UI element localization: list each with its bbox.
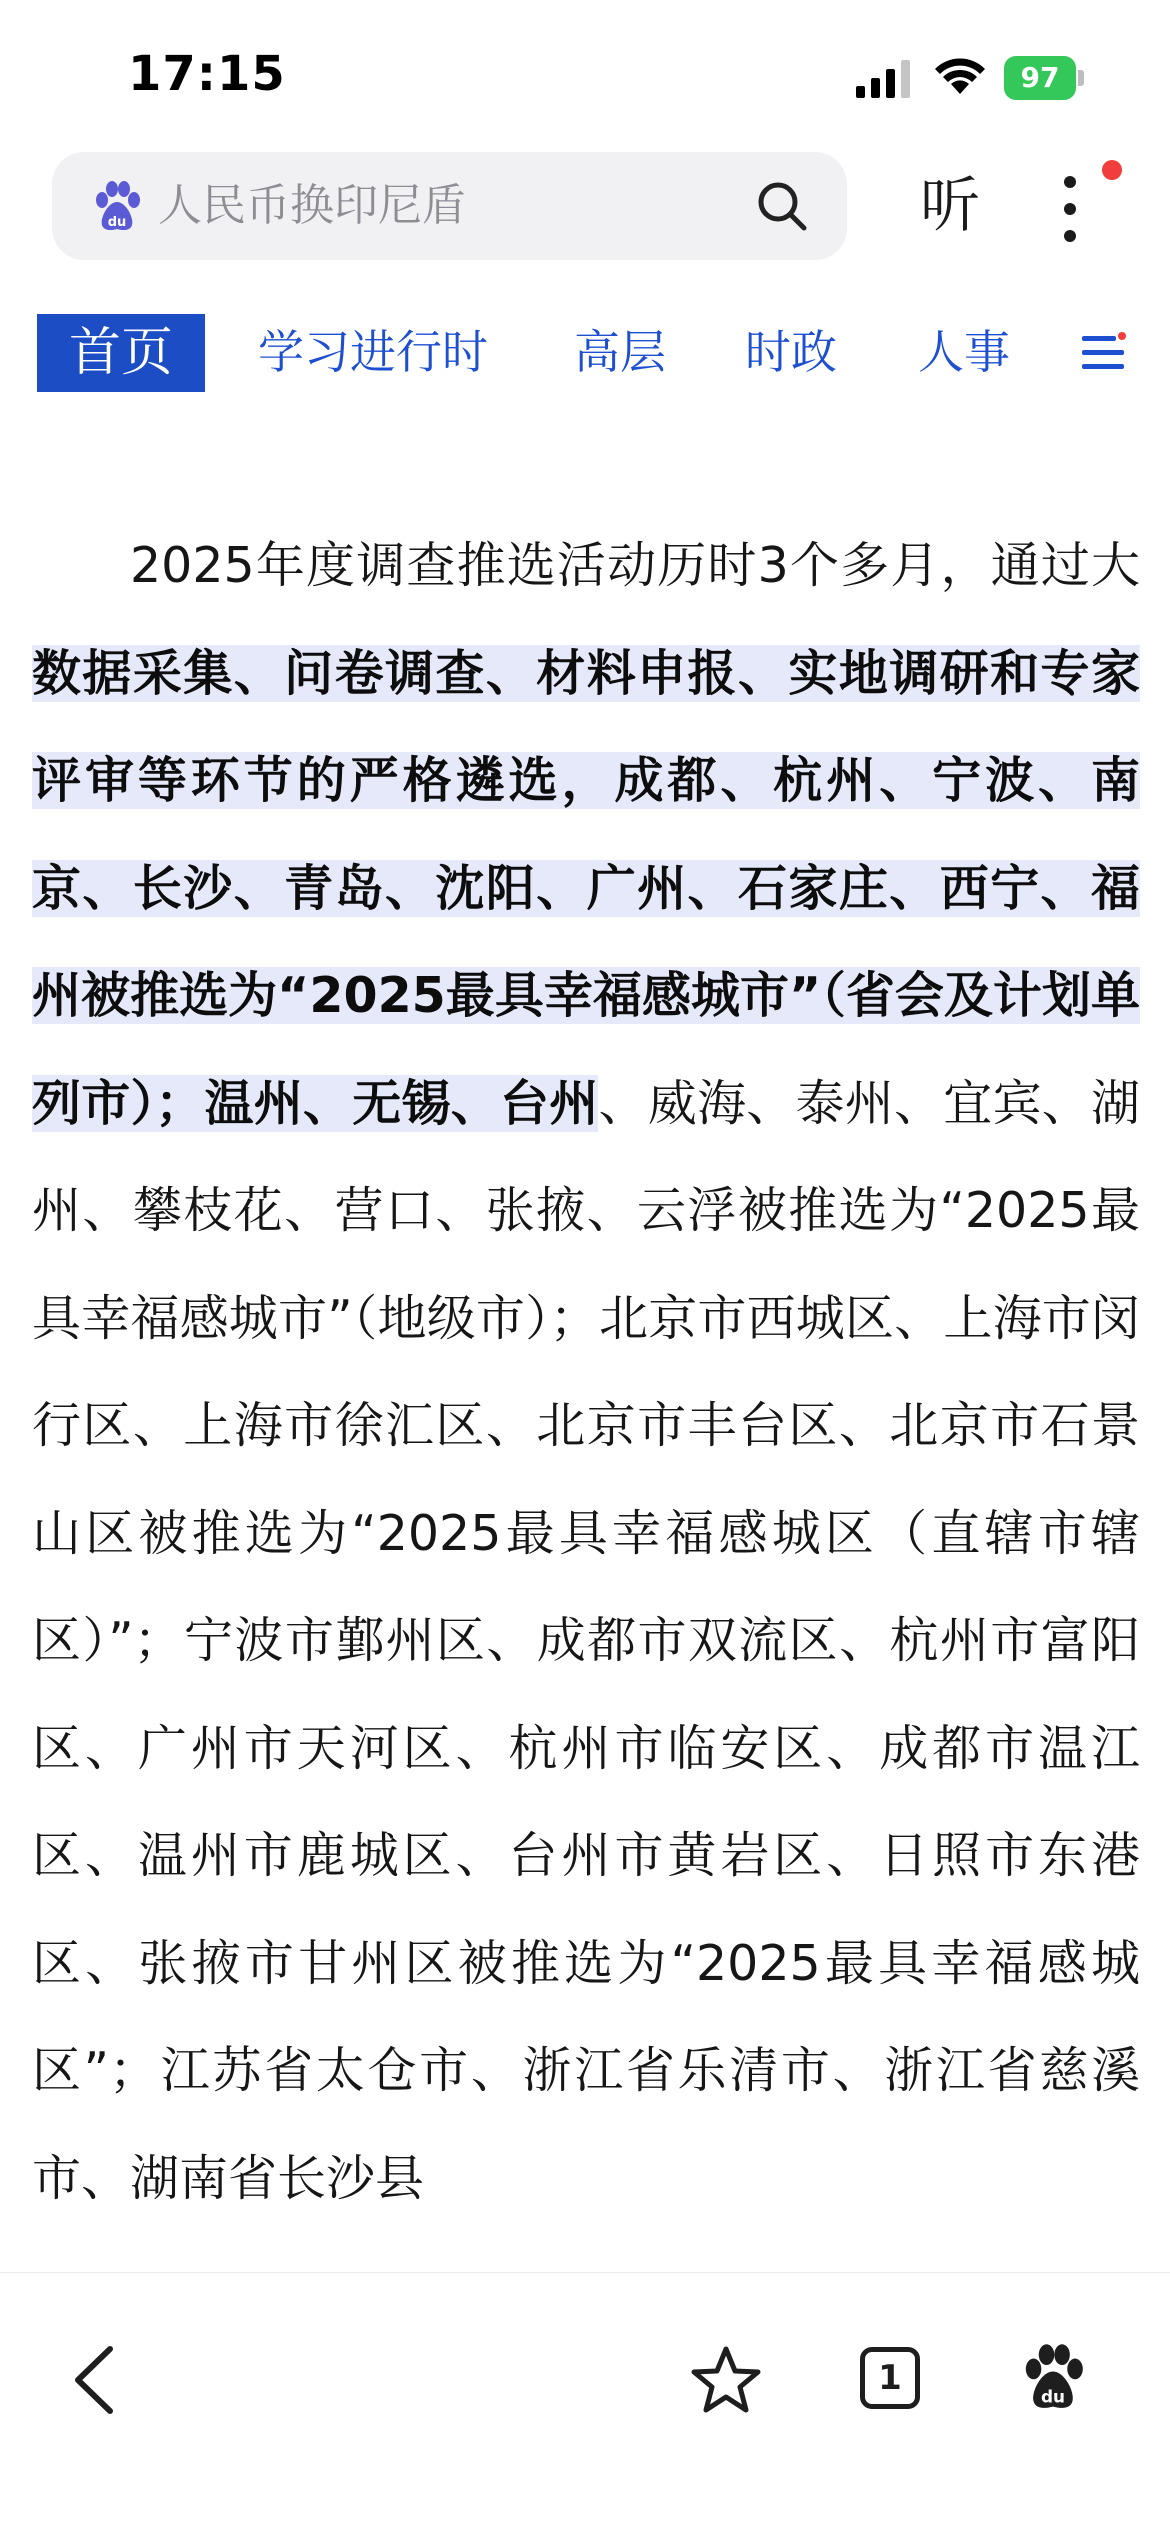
search-icon[interactable] xyxy=(756,180,808,232)
listen-button[interactable]: 听 xyxy=(920,171,980,241)
highlighted-text[interactable]: 数据采集、问卷调查、材料申报、实地调研和专家评审等环节的严格遴选，成都、杭州、宁波、南京、长沙、青岛、沈阳、广州、石家庄、西宁、福州被推选为“2025最具幸福感城市”（省会及计划单列市）；温州、无锡、台州 xyxy=(32,644,1140,1132)
cellular-signal-icon xyxy=(856,60,912,98)
tab-count-button[interactable]: 1 xyxy=(860,2347,920,2409)
battery-icon xyxy=(1004,56,1084,100)
back-arrow-icon[interactable] xyxy=(70,2343,120,2417)
svg-text:du: du xyxy=(107,215,127,230)
article-rest-text: 、威海、泰州、宜宾、湖州、攀枝花、营口、张掖、云浮被推选为“2025最具幸福感城市”（地级市）；北京市西城区、上海市闵行区、上海市徐汇区、北京市丰台区、北京市石景山区被推选为“2025最具幸福感城区（直辖市辖区）”；宁波市鄞州区、成都市双流区、杭州市富阳区、广州市天河区、杭州市临安区、成都市温江区、温州市鹿城区、台州市黄岩区、日照市东港区、张掖市甘州区被推选为“2025最具幸福感城区”；江苏省太仓市、浙江省乐清市、浙江省慈溪市、湖南省长沙县 xyxy=(32,1074,1140,2207)
tab-leadership[interactable]: 高层 xyxy=(574,325,666,379)
more-options-icon[interactable] xyxy=(1054,172,1086,246)
search-input[interactable]: 人民币换印尼盾 xyxy=(158,180,466,231)
status-time: 17:15 xyxy=(128,46,286,102)
bottom-toolbar xyxy=(0,2272,1170,2533)
notification-dot xyxy=(1102,160,1122,180)
tab-politics[interactable]: 时政 xyxy=(745,325,837,379)
status-bar xyxy=(0,0,1170,150)
svg-text:du: du xyxy=(1040,2386,1066,2407)
article-intro-text: 2025年度调查推选活动历时3个多月，通过大 xyxy=(130,537,1140,594)
article-paragraph xyxy=(32,512,1140,2232)
article-body xyxy=(32,512,1140,2272)
tab-personnel[interactable]: 人事 xyxy=(918,325,1010,379)
channel-menu-icon[interactable] xyxy=(1080,330,1126,376)
battery-tip xyxy=(1078,70,1084,86)
tab-study[interactable]: 学习进行时 xyxy=(258,325,488,379)
search-bar[interactable] xyxy=(52,152,847,260)
wifi-icon xyxy=(934,56,986,96)
battery-level: 97 xyxy=(1004,56,1076,100)
baidu-paw-icon xyxy=(90,180,144,234)
tab-home[interactable]: 首页 xyxy=(37,314,205,392)
channel-tabs xyxy=(0,312,1170,402)
baidu-paw-icon[interactable] xyxy=(1018,2343,1088,2413)
star-icon[interactable] xyxy=(690,2345,762,2415)
